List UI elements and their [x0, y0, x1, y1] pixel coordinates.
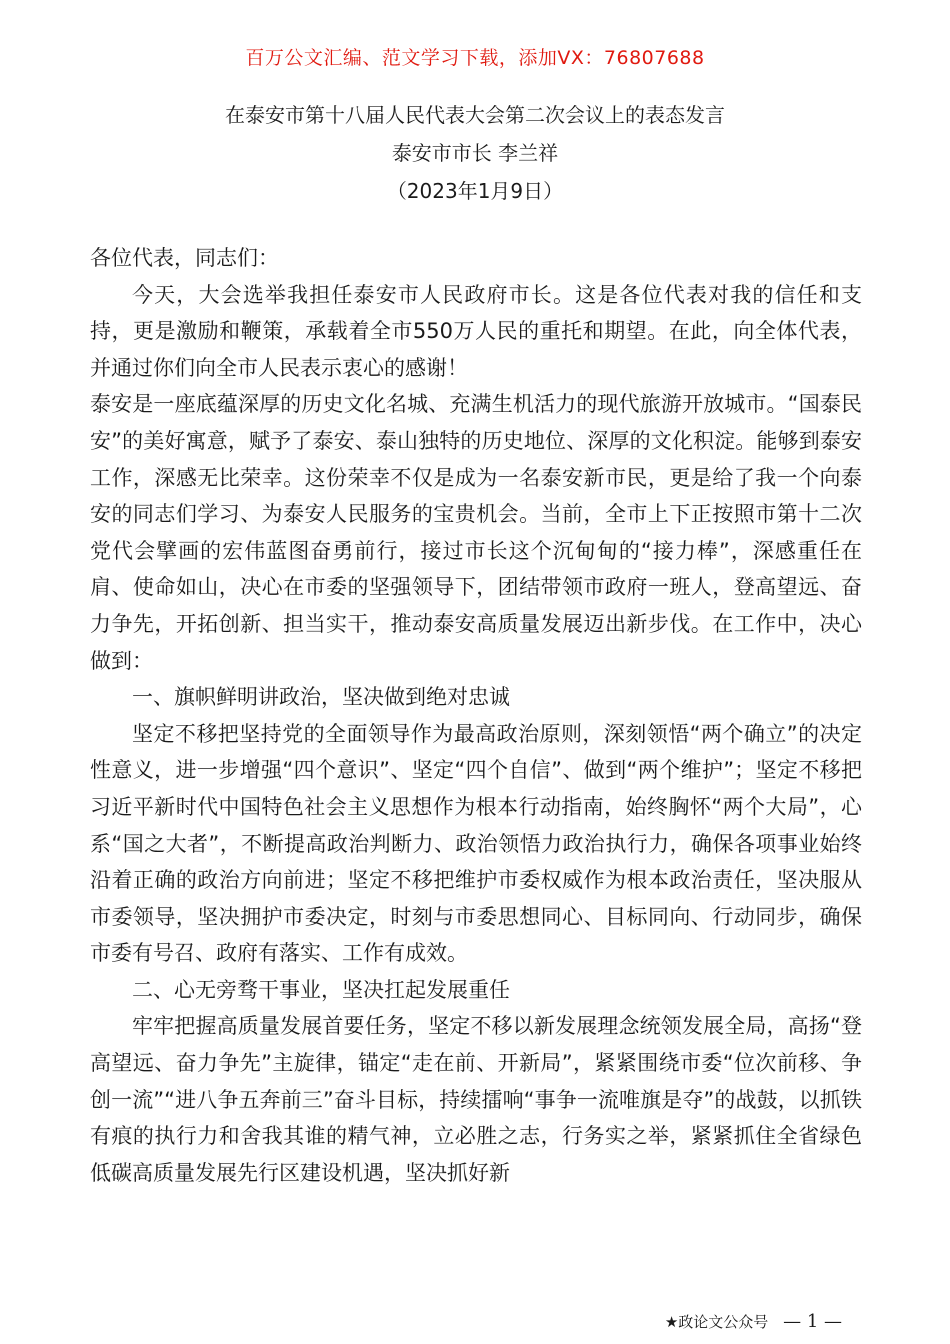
section-heading: 一、旗帜鲜明讲政治，坚决做到绝对忠诚	[132, 685, 510, 710]
document-title: 在泰安市第十八届人民代表大会第二次会议上的表态发言	[225, 103, 725, 127]
footer-source: ★政论文公众号	[664, 1313, 769, 1331]
promo-banner: 百万公文汇编、范文学习下载，添加VX：76807688	[245, 47, 705, 69]
document-date: （2023年1月9日）	[386, 179, 564, 203]
document-author: 泰安市市长 李兰祥	[391, 141, 559, 165]
paragraph: 牢牢把握高质量发展首要任务，坚定不移以新发展理念统领发展全局，高扬“登高望远、奋力争先”主旋律，锚定“走在前、开新局”，紧紧围绕市委“位次前移、争创一流”“进八争五奔前三”奋斗目标，持续擂响“事争一流唯旗是夺”的战鼓，以抓铁有痕的执行力和舍我其谁的精气神，立必胜之志，行务实之举，紧紧抓住全省绿色低碳高质量发展先行区建设机遇，坚决抓好新	[90, 1014, 862, 1185]
paragraph: 坚定不移把坚持党的全面领导作为最高政治原则，深刻领悟“两个确立”的决定性意义，进一步增强“四个意识”、坚定“四个自信”、做到“两个维护”；坚定不移把习近平新时代中国特色社会主义思想作为根本行动指南，始终胸怀“两个大局”，心系“国之大者”，不断提高政治判断力、政治领悟力政治执行力，确保各项事业始终沿着正确的政治方向前进；坚定不移把维护市委权威作为根本政治责任，坚决服从市委领导，坚决拥护市委决定，时刻与市委思想同心、目标同向、行动同步，确保市委有号召、政府有落实、工作有成效。	[90, 721, 862, 966]
paragraph: 泰安是一座底蕴深厚的历史文化名城、充满生机活力的现代旅游开放城市。“国泰民安”的美好寓意，赋予了泰安、泰山独特的历史地位、深厚的文化积淀。能够到泰安工作，深感无比荣幸。这份荣幸不仅是成为一名泰安新市民，更是给了我一个向泰安的同志们学习、为泰安人民服务的宝贵机会。当前，全市上下正按照市第十二次党代会擘画的宏伟蓝图奋勇前行，接过市长这个沉甸甸的“接力棒”，深感重任在肩、使命如山，决心在市委的坚强领导下，团结带领市政府一班人，登高望远、奋力争先，开拓创新、担当实干，推动泰安高质量发展迈出新步伐。在工作中，决心做到：	[90, 392, 862, 673]
salutation: 各位代表，同志们：	[90, 246, 279, 270]
paragraph: 今天，大会选举我担任泰安市人民政府市长。这是各位代表对我的信任和支持，更是激励和鞭策，承载着全市550万人民的重托和期望。在此，向全体代表，并通过你们向全市人民表示衷心的感谢！	[90, 282, 862, 380]
page-footer	[665, 1310, 842, 1334]
document-body	[90, 240, 862, 1191]
section-heading: 二、心无旁骛干事业，坚决扛起发展重任	[132, 977, 510, 1002]
title-block	[0, 96, 950, 210]
page-number: — 1 —	[783, 1311, 842, 1332]
